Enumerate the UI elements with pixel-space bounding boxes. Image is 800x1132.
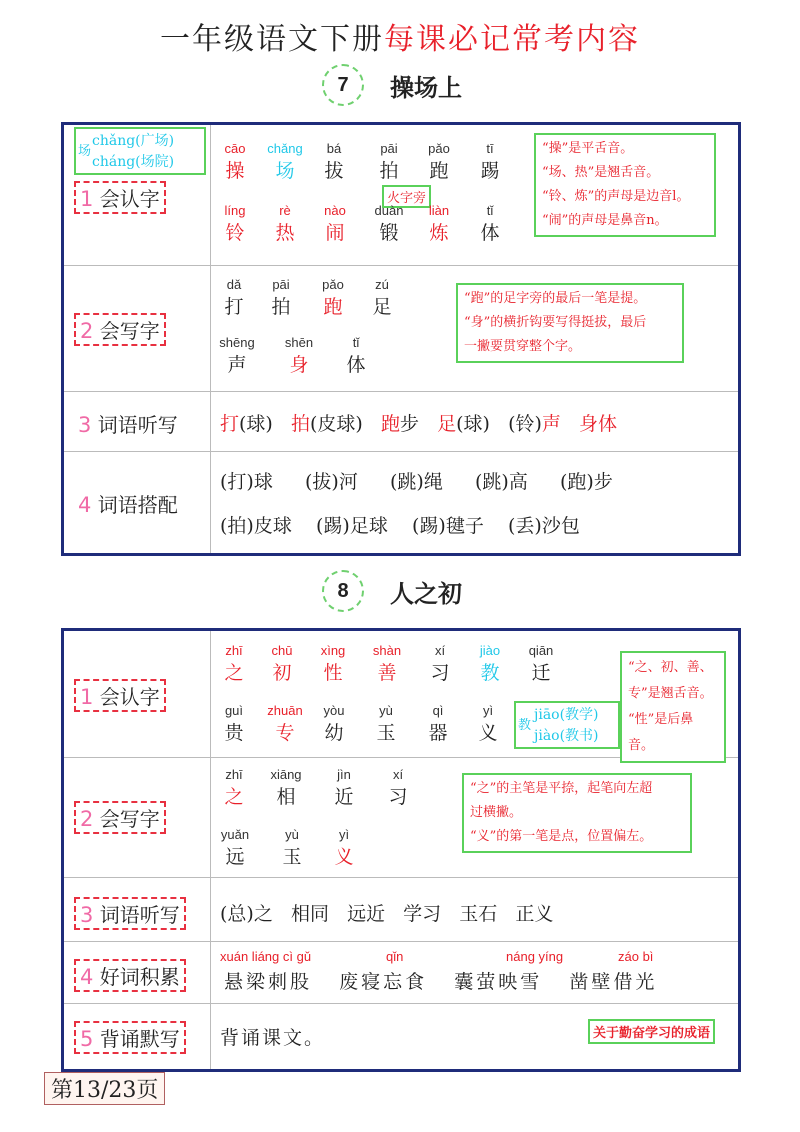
polyphone-box: 场 chǎng(广场) cháng(场院) bbox=[74, 127, 206, 175]
row-label-recite: 5 背诵默写 bbox=[74, 1021, 186, 1054]
collocation-line2: (拍)皮球 (踢)足球 (踢)毽子 (丢)沙包 bbox=[220, 515, 580, 537]
row-divider bbox=[64, 451, 738, 452]
collocation-line1: (打)球 (拔)河 (跳)绳 (跳)高 (跑)步 bbox=[220, 471, 613, 493]
lesson7-recognize-notes: “操”是平舌音。 “场、热”是翘舌音。 “铃、炼”的声母是边音l。 “闹”的声母是鼻音n。 bbox=[534, 133, 716, 237]
row-divider bbox=[64, 1003, 738, 1004]
row-label-dictation: 3 词语听写 bbox=[78, 413, 178, 437]
row-label-collocation: 4 词语搭配 bbox=[78, 493, 178, 517]
row-label-recognize: 1 会认字 bbox=[74, 181, 166, 214]
row-divider bbox=[64, 877, 738, 878]
dictation-words: 打(球) 拍(皮球) 跑步 足(球) (铃)声 身体 bbox=[220, 413, 618, 435]
lesson7-write-notes: “跑”的足字旁的最后一笔是提。 “身”的横折钩要写得挺拔，最后 一撇要贯穿整个字。 bbox=[456, 283, 684, 363]
lesson-number-badge: 7 bbox=[322, 64, 364, 106]
idiom-tag: 关于勤奋学习的成语 bbox=[588, 1019, 715, 1044]
radical-note: 火字旁 bbox=[382, 185, 431, 208]
lesson-title: 人之初 bbox=[390, 579, 462, 608]
row-label-recognize: 1 会认字 bbox=[74, 679, 166, 712]
idiom-words: 悬梁刺股 废寝忘食 囊萤映雪 凿壁借光 bbox=[224, 971, 658, 993]
idiom-pinyin-4: záo bì bbox=[618, 949, 654, 964]
row-label-write: 2 会写字 bbox=[74, 801, 166, 834]
page-title bbox=[0, 14, 800, 58]
dictation-words: (总)之 相同 远近 学习 玉石 正义 bbox=[220, 903, 554, 925]
polyphone-box: 教 jiāo(教学) jiào(教书) bbox=[514, 701, 620, 749]
lesson-title: 操场上 bbox=[390, 73, 462, 102]
page-number: 第13/23页 bbox=[44, 1072, 165, 1105]
recite-text: 背诵课文。 bbox=[220, 1027, 326, 1049]
lesson8-recognize-notes: “之、初、善、 专”是翘舌音。 “性”是后鼻音。 bbox=[620, 651, 726, 763]
idiom-pinyin-3: náng yíng bbox=[506, 949, 564, 964]
lesson8-table: 1 会认字 zhī 之 chū 初 xìng 性 shàn 善 xí 习 jiào 教 qiān 迁 guì 贵 zhuān 专 yòu 幼 yù 玉 qì 器 yì 义 教 jiāo(教学) jiào(教书) “之、初、善、 专”是翘舌音。 “性”是后鼻音。 2 会写字 zhī 之 xiāng 相 jìn 近 xí 习 yuǎn 远 yù 玉 yì 义 “之”的主笔是平捺，起笔向左超 过横撇。 “义”的第一笔是点，位置偏左。 3 词语听写 (总)之 相同 远近 学习 玉石 正义 4 好词积累 xuán liáng cì gǔ qǐn náng yíng záo bì 悬梁刺股 废寝忘食 囊萤映雪 凿壁借光 关于勤奋学习的成语 5 背诵默写 背诵课文。 bbox=[61, 628, 741, 1072]
row-divider bbox=[64, 941, 738, 942]
lesson-number-badge: 8 bbox=[322, 570, 364, 612]
idiom-pinyin-2: qǐn bbox=[386, 949, 404, 964]
idiom-pinyin-1: xuán liáng cì gǔ bbox=[220, 949, 312, 964]
row-label-write: 2 会写字 bbox=[74, 313, 166, 346]
row-divider bbox=[64, 391, 738, 392]
lesson8-write-notes: “之”的主笔是平捺，起笔向左超 过横撇。 “义”的第一笔是点，位置偏左。 bbox=[462, 773, 692, 853]
column-divider bbox=[210, 125, 211, 553]
row-label-dictation: 3 词语听写 bbox=[74, 897, 186, 930]
title-black: 一年级语文下册 bbox=[160, 22, 384, 57]
row-divider bbox=[64, 265, 738, 266]
row-label-idioms: 4 好词积累 bbox=[74, 959, 186, 992]
title-red: 每课必记常考内容 bbox=[384, 22, 640, 57]
lesson7-table: 1 会认字 场 chǎng(广场) cháng(场院) cāo 操 chǎng 场 bá 拔 pāi 拍 pǎo 跑 tī 踢 火字旁 líng 铃 rè 热 nào 闹 duàn 锻 liàn 炼 tǐ 体 “操”是平舌音。 “场、热”是翘舌音。 “铃、炼”的声母是边音l。 “闹”的声母是鼻音n。 2 会写字 dǎ 打 pāi 拍 pǎo 跑 zú 足 shēng 声 shēn 身 tǐ 体 “跑”的足字旁的最后一笔是提。 “身”的横折钩要写得挺拔，最后 一撇要贯穿整个字。 3 词语听写 打(球) 拍(皮球) 跑步 足(球) (铃)声 身体 4 词语搭配 (打)球 (拔)河 (跳)绳 (跳)高 (跑)步 (拍)皮球 (踢)足球 (踢)毽子 (丢)沙包 bbox=[61, 122, 741, 556]
